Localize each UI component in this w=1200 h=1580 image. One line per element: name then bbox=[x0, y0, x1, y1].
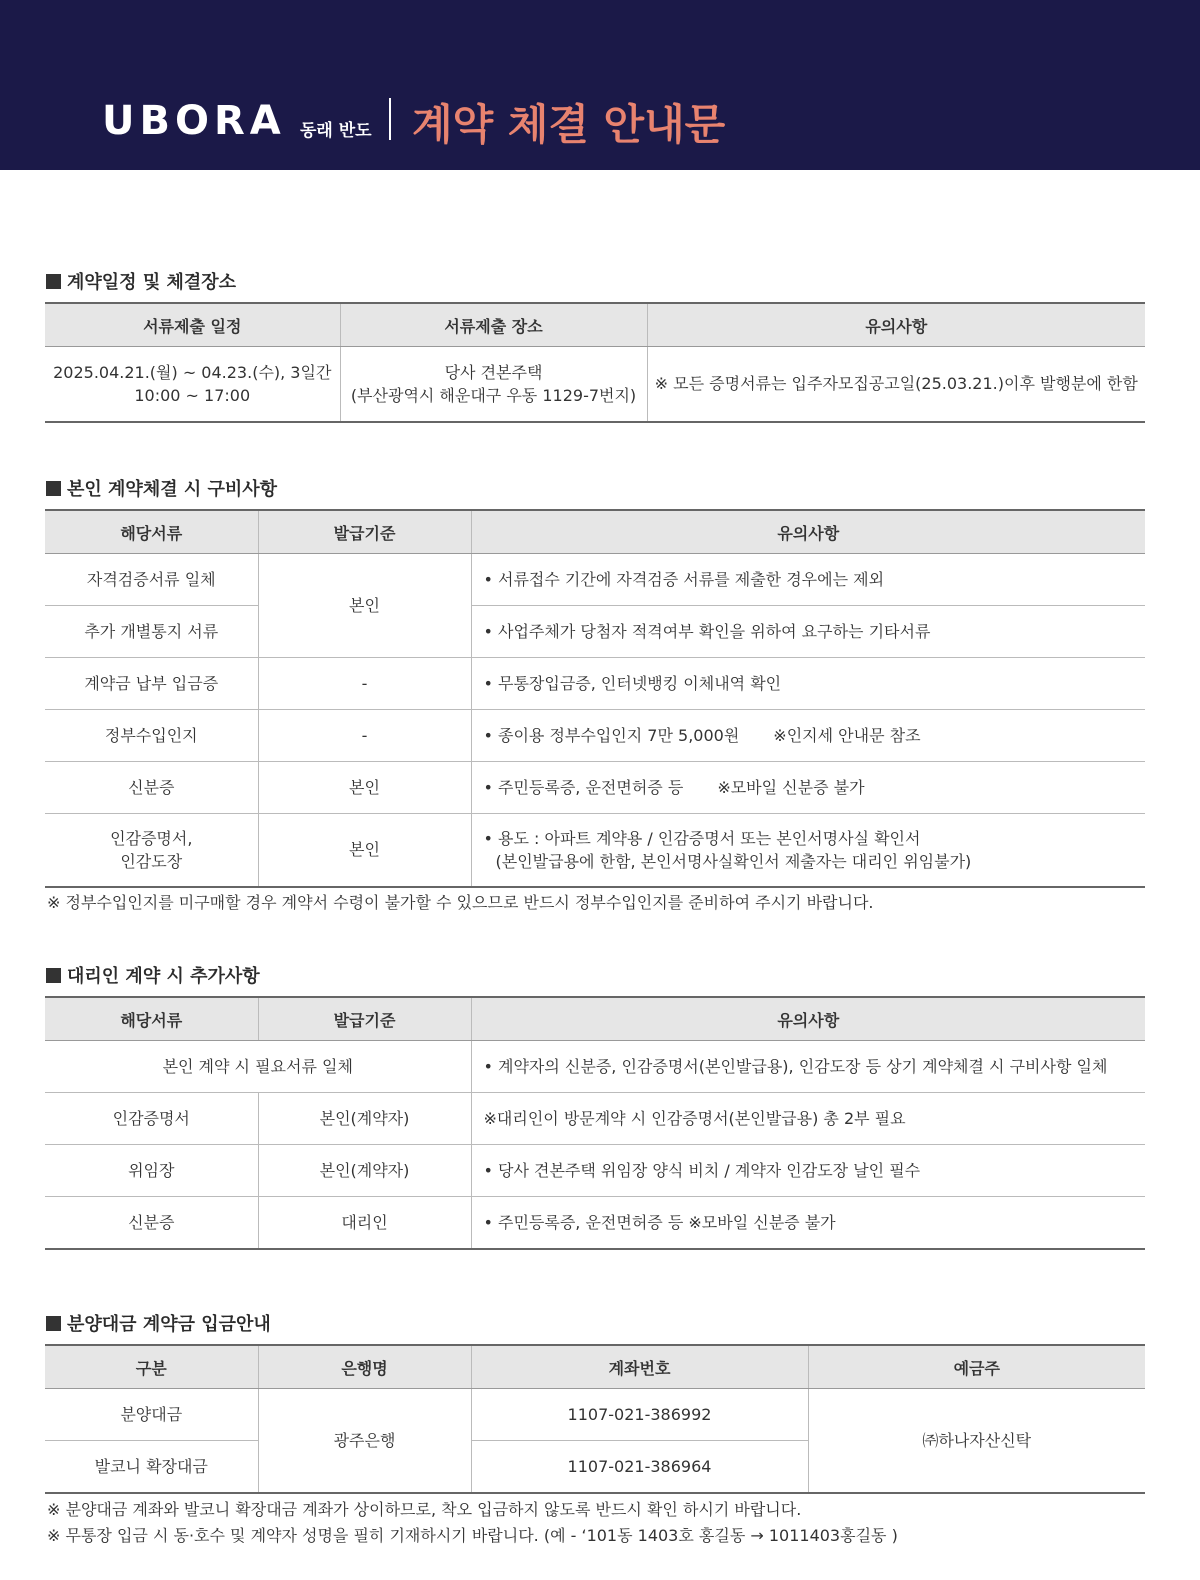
table-row bbox=[45, 554, 1145, 606]
doc-line: 인감도장 bbox=[120, 851, 183, 871]
column-header: 발급기준 bbox=[258, 510, 471, 554]
note-cell bbox=[471, 814, 1145, 887]
column-header: 예금주 bbox=[808, 1345, 1145, 1389]
schedule-hours: 10:00 ~ 17:00 bbox=[134, 385, 251, 405]
payment-type-cell: 분양대금 bbox=[45, 1389, 258, 1441]
section-title-text: 계약일정 및 체결장소 bbox=[67, 272, 237, 293]
footnote: ※ 무통장 입금 시 동·호수 및 계약자 성명을 필히 기재하시기 바랍니다. (예 - ‘101동 1403호 홍길동 → 1011403홍길동 ) bbox=[47, 1526, 898, 1545]
issuer-cell: - bbox=[258, 658, 471, 710]
note-line: • 용도 : 아파트 계약용 / 인감증명서 또는 본인서명사실 확인서 bbox=[483, 828, 921, 848]
table-row bbox=[45, 1389, 1145, 1441]
account-number-cell: 1107-021-386992 bbox=[471, 1389, 808, 1441]
square-bullet-icon bbox=[46, 274, 61, 289]
section-title-text: 본인 계약체결 시 구비사항 bbox=[67, 479, 278, 500]
issuer-cell: 본인(계약자) bbox=[258, 1145, 471, 1197]
column-header: 해당서류 bbox=[45, 997, 258, 1041]
footnote: ※ 분양대금 계좌와 발코니 확장대금 계좌가 상이하므로, 착오 입금하지 않도록 반드시 확인 하시기 바랍니다. bbox=[47, 1500, 802, 1519]
issuer-cell: - bbox=[258, 710, 471, 762]
header-divider bbox=[389, 98, 391, 140]
note-cell: ※대리인이 방문계약 시 인감증명서(본인발급용) 총 2부 필요 bbox=[471, 1093, 1145, 1145]
section-title-self-contract bbox=[46, 475, 277, 501]
table-row bbox=[45, 1197, 1145, 1249]
issuer-cell: 본인 bbox=[258, 762, 471, 814]
note-cell bbox=[471, 762, 1145, 814]
column-header: 구분 bbox=[45, 1345, 258, 1389]
doc-line: 인감증명서, bbox=[110, 828, 193, 848]
note-cell: • 계약자의 신분증, 인감증명서(본인발급용), 인감도장 등 상기 계약체결 시 구비사항 일체 bbox=[471, 1041, 1145, 1093]
issuer-cell: 본인(계약자) bbox=[258, 1093, 471, 1145]
proxy-contract-table bbox=[45, 996, 1145, 1250]
note-cell: • 당사 견본주택 위임장 양식 비치 / 계약자 인감도장 날인 필수 bbox=[471, 1145, 1145, 1197]
note-cell bbox=[471, 710, 1145, 762]
doc-cell: 위임장 bbox=[45, 1145, 258, 1197]
doc-cell: 정부수입인지 bbox=[45, 710, 258, 762]
column-header: 서류제출 장소 bbox=[340, 303, 647, 347]
place-cell bbox=[340, 347, 647, 422]
note-cell: • 주민등록증, 운전면허증 등 ※모바일 신분증 불가 bbox=[471, 1197, 1145, 1249]
table-row bbox=[45, 1145, 1145, 1197]
doc-cell: 신분증 bbox=[45, 1197, 258, 1249]
column-header: 유의사항 bbox=[471, 510, 1145, 554]
square-bullet-icon bbox=[46, 1316, 61, 1331]
payment-table bbox=[45, 1344, 1145, 1494]
account-number-cell: 1107-021-386964 bbox=[471, 1441, 808, 1493]
section-title-payment bbox=[46, 1310, 271, 1336]
column-header: 은행명 bbox=[258, 1345, 471, 1389]
table-row bbox=[45, 658, 1145, 710]
note-cell: ※ 모든 증명서류는 입주자모집공고일(25.03.21.)이후 발행분에 한함 bbox=[647, 347, 1145, 422]
doc-cell: 계약금 납부 입금증 bbox=[45, 658, 258, 710]
place-address: (부산광역시 해운대구 우동 1129-7번지) bbox=[350, 385, 637, 405]
doc-cell: 인감증명서 bbox=[45, 1093, 258, 1145]
schedule-dates: 2025.04.21.(월) ~ 04.23.(수), 3일간 bbox=[53, 362, 332, 382]
page-title: 계약 체결 안내문 bbox=[412, 100, 726, 149]
brand-logo: UBORA bbox=[102, 98, 286, 144]
table-row bbox=[45, 710, 1145, 762]
column-header: 계좌번호 bbox=[471, 1345, 808, 1389]
header-banner bbox=[0, 0, 1200, 170]
place-name: 당사 견본주택 bbox=[444, 362, 543, 382]
table-row bbox=[45, 1041, 1145, 1093]
table-row bbox=[45, 606, 1145, 658]
note-cell: • 무통장입금증, 인터넷뱅킹 이체내역 확인 bbox=[471, 658, 1145, 710]
schedule-table bbox=[45, 302, 1145, 423]
square-bullet-icon bbox=[46, 481, 61, 496]
issuer-cell: 대리인 bbox=[258, 1197, 471, 1249]
note-cell: • 사업주체가 당첨자 적격여부 확인을 위하여 요구하는 기타서류 bbox=[471, 606, 1145, 658]
note-extra: ※모바일 신분증 불가 bbox=[717, 778, 865, 797]
section-title-proxy-contract bbox=[46, 962, 260, 988]
note-text: • 주민등록증, 운전면허증 등 bbox=[483, 778, 684, 797]
section-title-schedule bbox=[46, 268, 236, 294]
table-row bbox=[45, 814, 1145, 887]
note-text: • 종이용 정부수입인지 7만 5,000원 bbox=[483, 726, 740, 745]
column-header: 유의사항 bbox=[647, 303, 1145, 347]
account-holder-cell: ㈜하나자산신탁 bbox=[808, 1389, 1145, 1493]
note-line: (본인발급용에 한함, 본인서명사실확인서 제출자는 대리인 위임불가) bbox=[495, 851, 972, 871]
bank-cell: 광주은행 bbox=[258, 1389, 471, 1493]
payment-type-cell: 발코니 확장대금 bbox=[45, 1441, 258, 1493]
schedule-cell bbox=[45, 347, 340, 422]
table-row bbox=[45, 1093, 1145, 1145]
column-header: 서류제출 일정 bbox=[45, 303, 340, 347]
square-bullet-icon bbox=[46, 968, 61, 983]
section-title-text: 대리인 계약 시 추가사항 bbox=[67, 966, 260, 987]
column-header: 유의사항 bbox=[471, 997, 1145, 1041]
doc-cell: 자격검증서류 일체 bbox=[45, 554, 258, 606]
column-header: 발급기준 bbox=[258, 997, 471, 1041]
issuer-cell: 본인 bbox=[258, 554, 471, 658]
issuer-cell: 본인 bbox=[258, 814, 471, 887]
doc-cell: 추가 개별통지 서류 bbox=[45, 606, 258, 658]
section-title-text: 분양대금 계약금 입금안내 bbox=[67, 1314, 271, 1335]
self-contract-table bbox=[45, 509, 1145, 888]
doc-cell bbox=[45, 814, 258, 887]
table-row bbox=[45, 762, 1145, 814]
note-extra: ※인지세 안내문 참조 bbox=[773, 726, 921, 745]
footnote: ※ 정부수입인지를 미구매할 경우 계약서 수령이 불가할 수 있으므로 반드시 정부수입인지를 준비하여 주시기 바랍니다. bbox=[47, 893, 874, 912]
column-header: 해당서류 bbox=[45, 510, 258, 554]
brand-subtitle: 동래 반도 bbox=[300, 121, 372, 141]
doc-cell: 신분증 bbox=[45, 762, 258, 814]
note-cell: • 서류접수 기간에 자격검증 서류를 제출한 경우에는 제외 bbox=[471, 554, 1145, 606]
doc-cell: 본인 계약 시 필요서류 일체 bbox=[45, 1041, 471, 1093]
